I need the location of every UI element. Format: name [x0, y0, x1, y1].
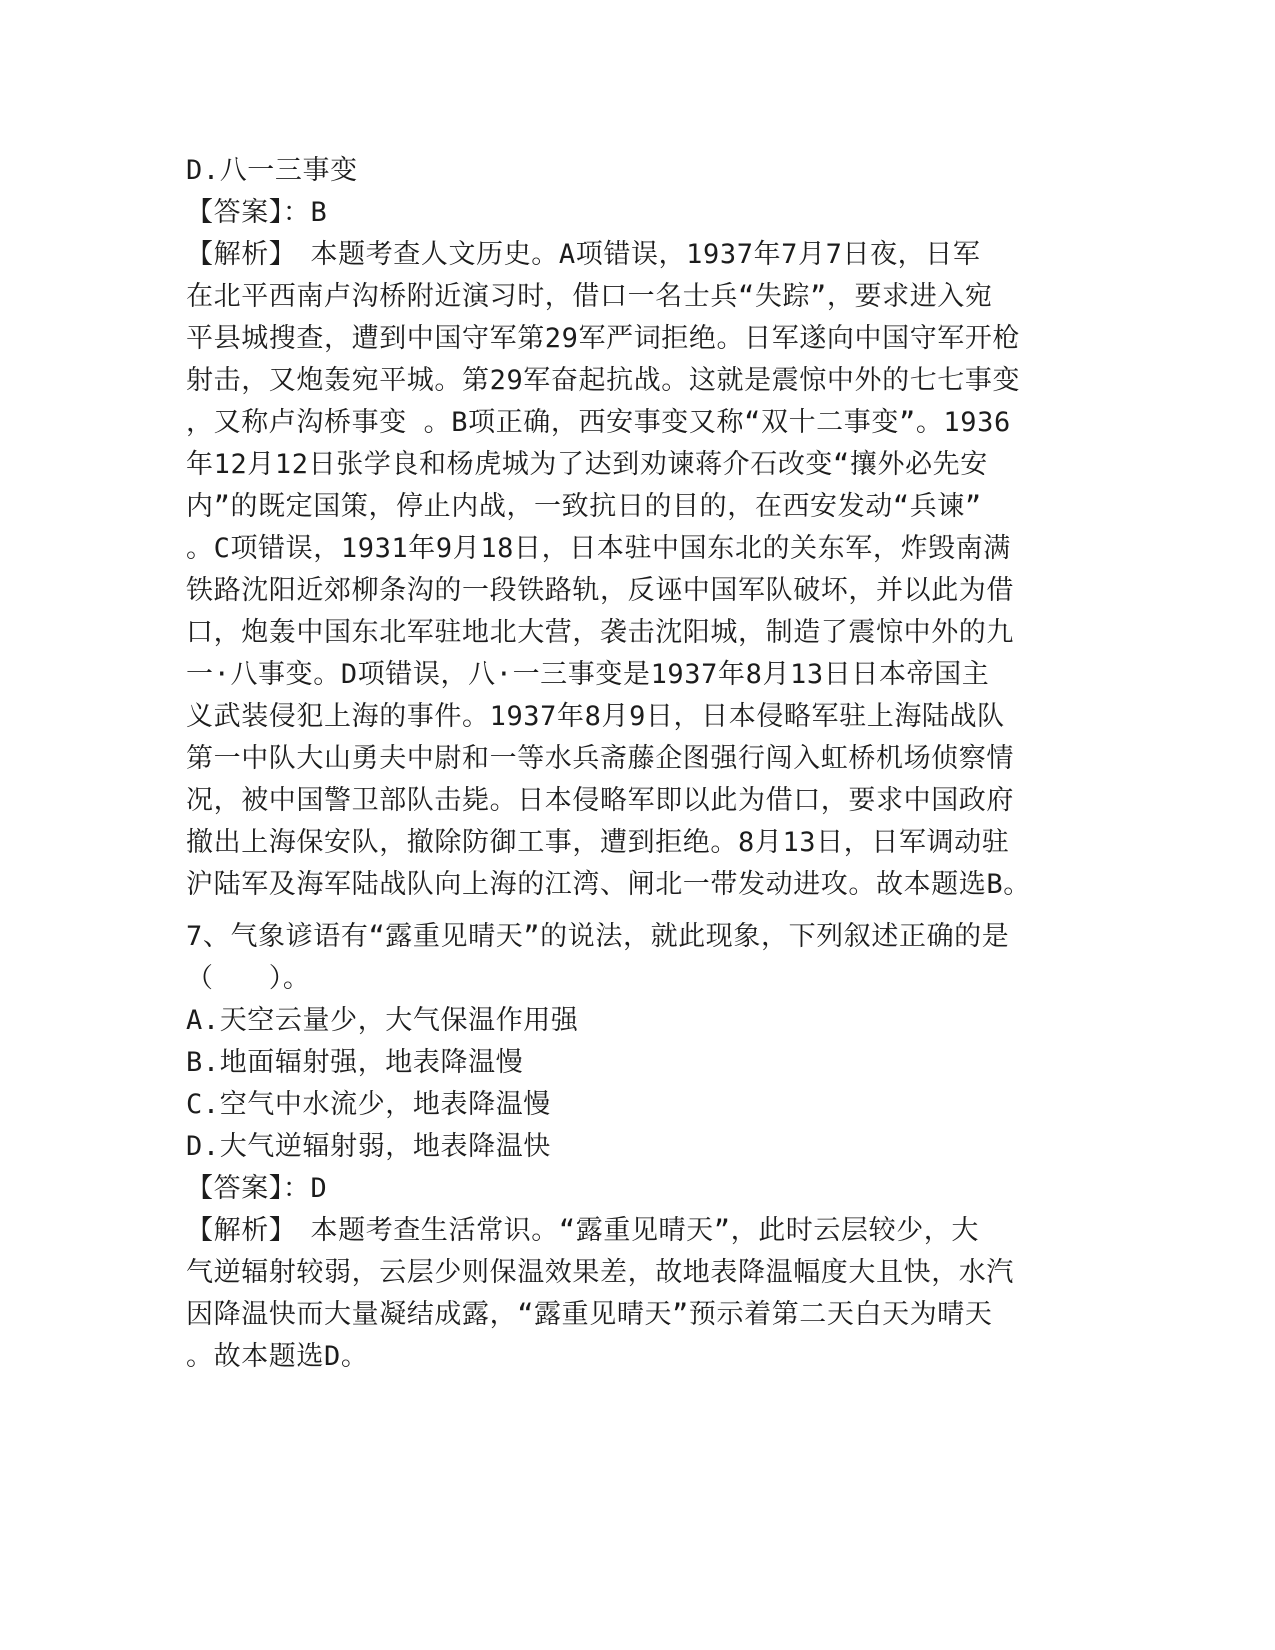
q7-analysis-line: 因降温快而大量凝结成露，“露重见晴天”预示着第二天白天为晴天	[186, 1299, 993, 1330]
q7-option-a: A.天空云量少，大气保温作用强	[186, 1005, 579, 1036]
q6-analysis-line: 在北平西南卢沟桥附近演习时，借口一名士兵“失踪”，要求进入宛	[186, 281, 993, 312]
q6-analysis-line: 沪陆军及海军陆战队向上海的江湾、闸北一带发动进攻。故本题选B。	[186, 869, 1031, 900]
q7-analysis	[186, 1210, 1086, 1378]
q7-option-c: C.空气中水流少，地表降温慢	[186, 1089, 551, 1120]
q7-options	[186, 1000, 1086, 1168]
q6-analysis-line: ，又称卢沟桥事变 。B项正确，西安事变又称“双十二事变”。1936	[186, 407, 1011, 438]
q7-answer: 【答案】：D	[186, 1173, 328, 1204]
q6-analysis-line: 射击，又炮轰宛平城。第29军奋起抗战。这就是震惊中外的七七事变	[186, 365, 1021, 396]
q6-analysis-line: 年12月12日张学良和杨虎城为了达到劝谏蒋介石改变“攘外必先安	[186, 449, 988, 480]
q6-analysis-line: 内”的既定国策，停止内战，一致抗日的目的，在西安发动“兵谏”	[186, 491, 982, 522]
document-page	[186, 150, 1086, 1378]
q6-analysis-line: 。C项错误，1931年9月18日，日本驻中国东北的关东军，炸毁南满	[186, 533, 1011, 564]
q6-analysis-line: 铁路沈阳近郊柳条沟的一段铁路轨，反诬中国军队破坏，并以此为借	[186, 575, 1014, 606]
q7-stem-line: （ ）。	[186, 963, 311, 994]
q7-analysis-line: 。故本题选D。	[186, 1341, 369, 1372]
q6-analysis-line: 口，炮轰中国东北军驻地北大营，袭击沈阳城，制造了震惊中外的九	[186, 617, 1014, 648]
q7-stem-line: 7、气象谚语有“露重见晴天”的说法，就此现象，下列叙述正确的是	[186, 921, 1010, 952]
q7-analysis-line: 【解析】 本题考查生活常识。“露重见晴天”，此时云层较少，大	[186, 1215, 980, 1246]
q6-analysis-line: 况，被中国警卫部队击毙。日本侵略军即以此为借口，要求中国政府	[186, 785, 1014, 816]
q6-analysis-line: 一·八事变。D项错误，八·一三事变是1937年8月13日日本帝国主	[186, 659, 990, 690]
q7-option-b: B.地面辐射强，地表降温慢	[186, 1047, 524, 1078]
q6-option-d: D.八一三事变	[186, 155, 358, 186]
q6-analysis-line: 平县城搜查，遭到中国守军第29军严词拒绝。日军遂向中国守军开枪	[186, 323, 1021, 354]
q6-answer: 【答案】：B	[186, 197, 328, 228]
q7-stem	[186, 916, 1086, 1000]
q6-analysis	[186, 234, 1086, 906]
q6-analysis-line: 撤出上海保安队，撤除防御工事，遭到拒绝。8月13日，日军调动驻	[186, 827, 1010, 858]
q6-analysis-line: 义武装侵犯上海的事件。1937年8月9日，日本侵略军驻上海陆战队	[186, 701, 1005, 732]
q7-option-d: D.大气逆辐射弱，地表降温快	[186, 1131, 551, 1162]
q6-analysis-line: 【解析】 本题考查人文历史。A项错误，1937年7月7日夜，日军	[186, 239, 981, 270]
q6-analysis-line: 第一中队大山勇夫中尉和一等水兵斋藤企图强行闯入虹桥机场侦察情	[186, 743, 1014, 774]
q7-analysis-line: 气逆辐射较弱，云层少则保温效果差，故地表降温幅度大且快，水汽	[186, 1257, 1014, 1288]
